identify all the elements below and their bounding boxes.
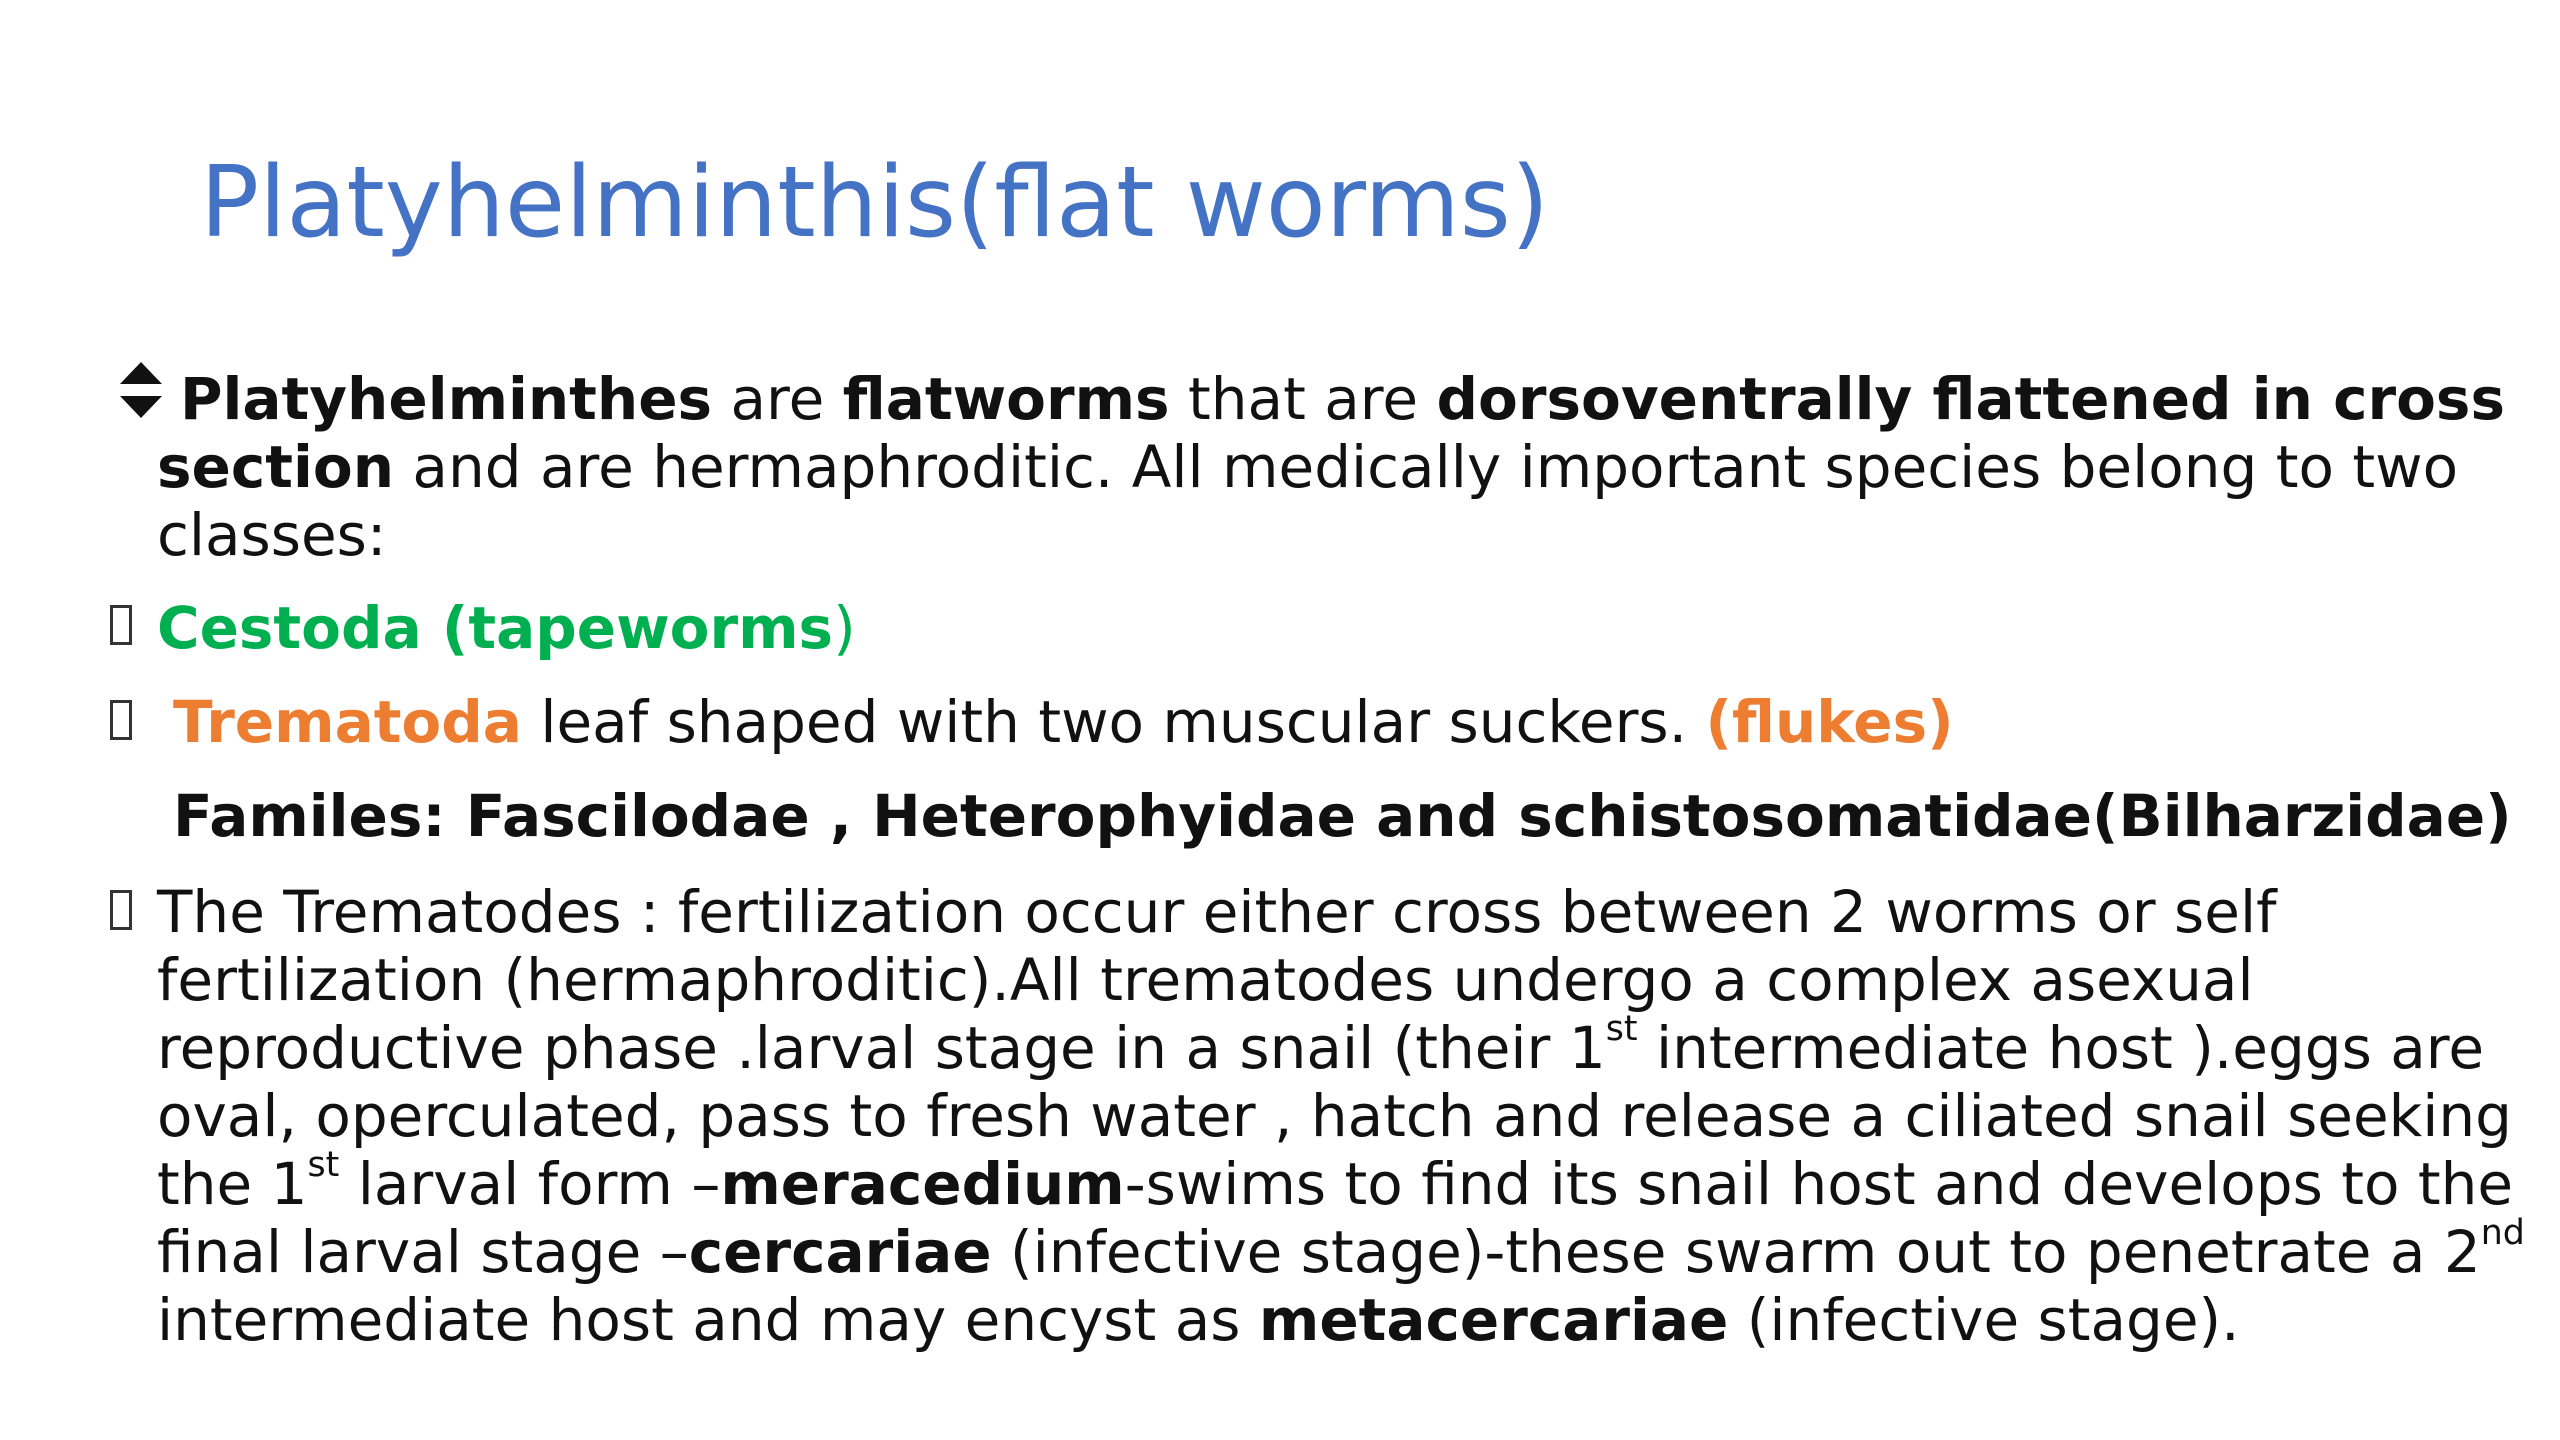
superscript: st <box>1605 1009 1638 1050</box>
text: (infective stage)-these swarm out to penetrate a 2 <box>991 1218 2481 1286</box>
checkbox-bullet-icon <box>110 890 132 930</box>
families-line: Familes: Fascilodae , Heterophyidae and schistosomatidae(Bilharzidae) <box>173 782 2512 850</box>
slide-title: Platyhelminthis(flat worms) <box>200 146 1550 260</box>
intro-text: classes: <box>157 501 387 569</box>
paragraph-line: The Trematodes : fertilization occur either cross between 2 worms or self <box>157 878 2277 946</box>
text: larval form – <box>339 1150 721 1218</box>
term-cercariae: cercariae <box>688 1218 992 1286</box>
text: reproductive phase .larval stage in a snail (their 1 <box>157 1014 1606 1082</box>
flukes-label: (flukes) <box>1705 688 1954 756</box>
term-meracedium: meracedium <box>720 1150 1125 1218</box>
intro-text: that are <box>1169 365 1437 433</box>
paragraph-line <box>157 1213 2525 1286</box>
term-platyhelminthes: Platyhelminthes <box>180 365 713 433</box>
text: the 1 <box>157 1150 308 1218</box>
text: final larval stage – <box>157 1218 689 1286</box>
text: intermediate host ).eggs are <box>1637 1014 2485 1082</box>
intro-text: are <box>712 365 843 433</box>
checkbox-bullet-icon <box>110 700 132 740</box>
paragraph-line <box>157 1009 2485 1082</box>
trematodes-paragraph <box>157 878 2525 1354</box>
cestoda-line <box>157 594 2457 662</box>
text: (infective stage). <box>1728 1286 2240 1354</box>
trematoda-label: Trematoda <box>173 688 522 756</box>
checkbox-bullet-icon <box>110 605 132 645</box>
superscript: st <box>307 1145 340 1186</box>
trematoda-line <box>173 688 2473 756</box>
trematoda-desc: leaf shaped with two muscular suckers. <box>521 688 1706 756</box>
cestoda-label: Cestoda (tapeworms <box>157 594 834 662</box>
term-flatworms: flatworms <box>842 365 1170 433</box>
paragraph-line <box>157 1286 2457 1354</box>
text: intermediate host and may encyst as <box>157 1286 1259 1354</box>
intro-text: and are hermaphroditic. All medically important species belong to two <box>393 433 2459 501</box>
cestoda-close: ) <box>833 594 856 662</box>
intro-paragraph <box>157 365 2505 569</box>
paragraph-line <box>157 1145 2514 1218</box>
term-section: section <box>157 433 394 501</box>
superscript: nd <box>2480 1213 2525 1254</box>
term-metacercariae: metacercariae <box>1258 1286 1729 1354</box>
term-dorsoventral: dorsoventrally flattened in cross <box>1436 365 2505 433</box>
paragraph-line: fertilization (hermaphroditic).All trematodes undergo a complex asexual <box>157 946 2254 1014</box>
paragraph-line: oval, operculated, pass to fresh water , hatch and release a ciliated snail seeking <box>157 1082 2512 1150</box>
text: -swims to find its snail host and develops to the <box>1124 1150 2514 1218</box>
